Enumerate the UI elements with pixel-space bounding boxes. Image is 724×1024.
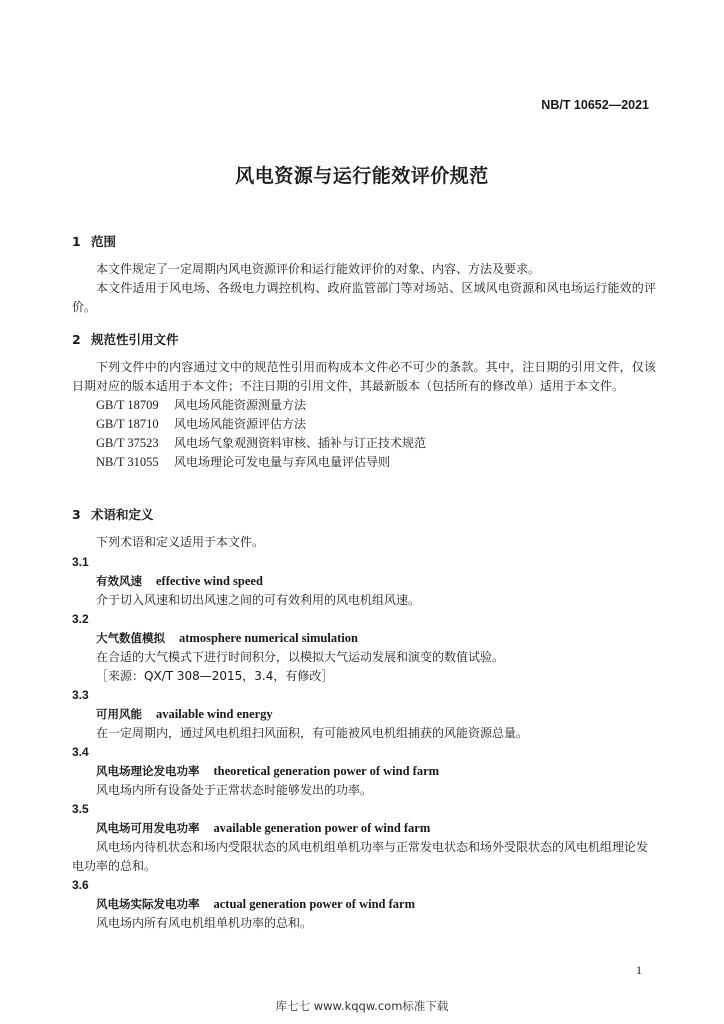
term-en: available wind energy — [156, 706, 273, 721]
watermark-footer: 库七七 www.kqqw.com标准下载 — [275, 999, 449, 1013]
term-number: 3.5 — [72, 801, 89, 816]
reference-item — [72, 415, 656, 434]
reference-title: 风电场风能资源测量方法 — [174, 398, 307, 412]
reference-item — [72, 434, 656, 453]
term-en: theoretical generation power of wind farm — [213, 763, 440, 778]
term-number: 3.4 — [72, 744, 89, 759]
term-zh: 可用风能 — [96, 706, 142, 721]
reference-item — [72, 453, 656, 472]
reference-title: 风电场理论可发电量与弃风电量评估导则 — [174, 455, 391, 469]
section-heading — [72, 330, 656, 349]
page-number: 1 — [636, 963, 642, 977]
term-definition: 在合适的大气模式下进行时间积分，以模拟大气运动发展和演变的数值试验。 — [96, 649, 505, 664]
section-title: 规范性引用文件 — [91, 332, 179, 347]
section-heading — [72, 232, 656, 251]
paragraph: 本文件规定了一定周期内风电资源评价和运行能效评价的对象、内容、方法及要求。 — [96, 262, 541, 276]
term-definition: 风电场内所有风电机组单机功率的总和。 — [96, 915, 313, 930]
reference-title: 风电场气象观测资料审核、插补与订正技术规范 — [174, 436, 427, 450]
paragraph: 本文件适用于风电场、各级电力调控机构、政府监管部门等对场站、区域风电资源和风电场运行能效的评价。 — [72, 281, 656, 314]
standard-code: NB/T 10652—2021 — [541, 98, 649, 112]
section-number: 1 — [72, 234, 81, 249]
term-zh: 风电场可用发电功率 — [96, 820, 200, 835]
term-name — [72, 819, 656, 838]
term-definition: 风电场内所有设备处于正常状态时能够发出的功率。 — [96, 782, 373, 797]
term-en: atmosphere numerical simulation — [179, 630, 358, 645]
term-number: 3.1 — [72, 554, 89, 569]
section-title: 术语和定义 — [91, 507, 154, 522]
section-normative-references — [72, 330, 656, 472]
term-definition: 风电场内待机状态和场内受限状态的风电机组单机功率与正常发电状态和场外受限状态的风电机组理论发电功率的总和。 — [72, 839, 649, 873]
section-number: 3 — [72, 507, 81, 522]
term-number: 3.2 — [72, 611, 89, 626]
term-definition: 介于切入风速和切出风速之间的可有效利用的风电机组风速。 — [96, 592, 421, 607]
paragraph: 下列文件中的内容通过文中的规范性引用而构成本文件必不可少的条款。其中，注日期的引用文件，仅该日期对应的版本适用于本文件；不注日期的引用文件，其最新版本（包括所有的修改单）适用于本文件。 — [72, 360, 656, 393]
term-name — [72, 629, 656, 648]
term-number: 3.6 — [72, 877, 89, 892]
term-zh: 有效风速 — [96, 573, 142, 588]
reference-title: 风电场风能资源评估方法 — [174, 417, 307, 431]
section-title: 范围 — [91, 234, 117, 249]
term-definition: 在一定周期内，通过风电机组扫风面积，有可能被风电机组捕获的风能资源总量。 — [96, 725, 529, 740]
section-scope — [72, 232, 656, 317]
term-zh: 风电场理论发电功率 — [96, 763, 200, 778]
section-number: 2 — [72, 332, 81, 347]
section-terms-definitions — [72, 505, 656, 933]
term-en: effective wind speed — [156, 573, 263, 588]
reference-item — [72, 396, 656, 415]
term-number: 3.3 — [72, 687, 89, 702]
term-en: actual generation power of wind farm — [213, 896, 415, 911]
term-name — [72, 895, 656, 914]
term-name — [72, 705, 656, 724]
section-heading — [72, 505, 656, 524]
term-source-note: ［来源：QX/T 308—2015，3.4，有修改］ — [96, 668, 334, 683]
paragraph: 下列术语和定义适用于本文件。 — [96, 535, 265, 549]
reference-code: GB/T 18709 — [96, 398, 159, 412]
term-name — [72, 762, 656, 781]
term-name — [72, 572, 656, 591]
reference-code: GB/T 18710 — [96, 417, 159, 431]
reference-code: NB/T 31055 — [96, 455, 159, 469]
document-title: 风电资源与运行能效评价规范 — [235, 165, 489, 187]
term-zh: 风电场实际发电功率 — [96, 896, 200, 911]
term-zh: 大气数值模拟 — [96, 630, 165, 645]
reference-code: GB/T 37523 — [96, 436, 159, 450]
term-en: available generation power of wind farm — [213, 820, 431, 835]
